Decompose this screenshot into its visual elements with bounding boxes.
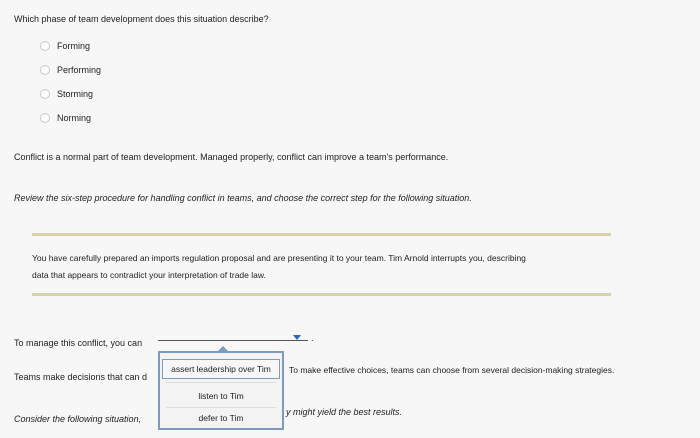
option-label: Norming xyxy=(57,113,92,123)
option-norming[interactable] xyxy=(40,111,91,125)
answer-dropdown[interactable] xyxy=(158,340,308,341)
option-divider xyxy=(166,382,276,383)
scenario-line-1: You have carefully prepared an imports regulation proposal and are presenting it to your team. Tim Arnold interrupts you, describing xyxy=(32,253,526,263)
yield-text: y might yield the best results. xyxy=(286,407,403,417)
option-storming[interactable] xyxy=(40,87,93,101)
option-label: Performing xyxy=(57,65,102,75)
teams-text: Teams make decisions that can d xyxy=(14,372,148,382)
dropdown-option-listen[interactable]: listen to Tim xyxy=(198,391,244,401)
option-performing[interactable] xyxy=(40,63,101,77)
dropdown-caret-icon[interactable] xyxy=(293,335,301,340)
radio-button[interactable] xyxy=(40,65,50,75)
radio-button[interactable] xyxy=(40,113,50,123)
dropdown-menu xyxy=(158,351,284,430)
dropdown-option-assert-leadership[interactable]: assert leadership over Tim xyxy=(162,359,280,379)
manage-suffix: . xyxy=(311,333,314,343)
scenario-bottom-rule xyxy=(32,293,611,296)
option-forming[interactable] xyxy=(40,39,90,53)
scenario-line-2: data that appears to contradict your interpretation of trade law. xyxy=(32,270,266,280)
radio-button[interactable] xyxy=(40,41,50,51)
instruction-text: Review the six-step procedure for handling conflict in teams, and choose the correct step for the following situation. xyxy=(14,193,472,203)
option-label: Forming xyxy=(57,41,91,51)
dropdown-option-defer[interactable]: defer to Tim xyxy=(198,413,244,423)
decision-strategies-text: To make effective choices, teams can choose from several decision-making strategies. xyxy=(289,365,615,375)
scenario-top-rule xyxy=(32,233,611,236)
manage-prompt: To manage this conflict, you can xyxy=(14,338,143,348)
question-text: Which phase of team development does this situation describe? xyxy=(14,14,269,24)
consider-text: Consider the following situation, xyxy=(14,414,142,424)
conflict-text: Conflict is a normal part of team development. Managed properly, conflict can improve a team's performance. xyxy=(14,152,449,162)
option-label: Storming xyxy=(57,89,94,99)
radio-button[interactable] xyxy=(40,89,50,99)
